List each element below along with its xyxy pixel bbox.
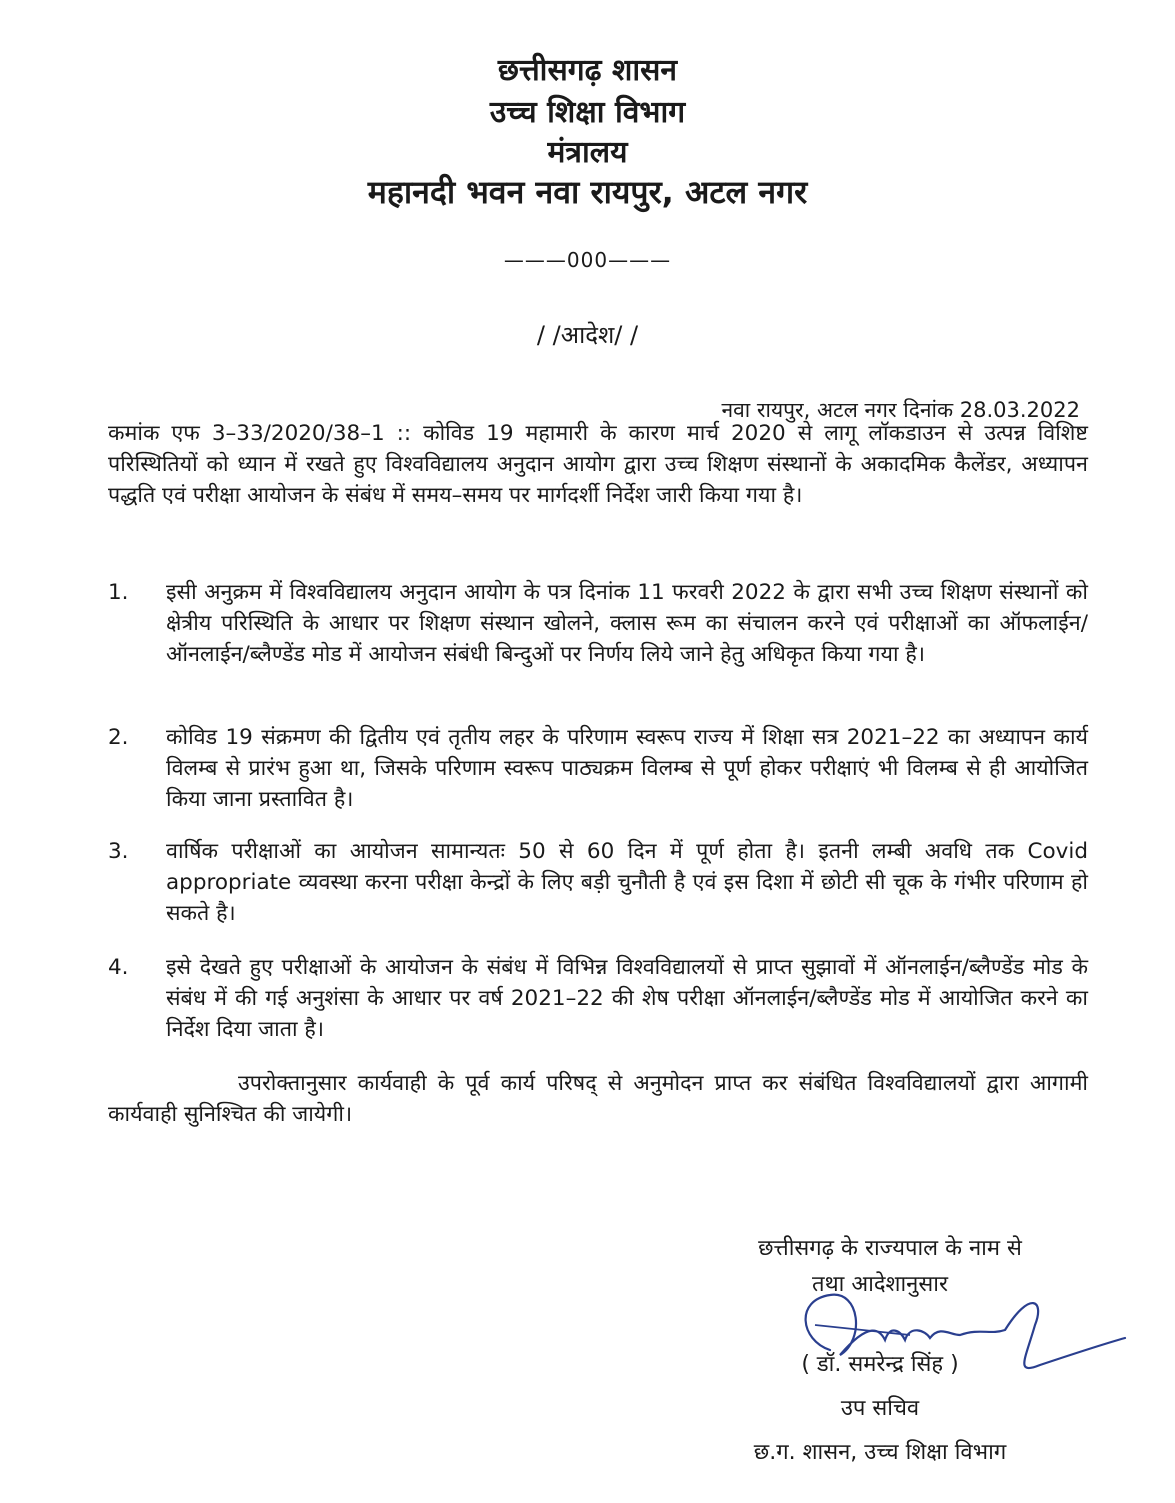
item-number: 2. [108, 725, 129, 750]
item-text: वार्षिक परीक्षाओं का आयोजन सामान्यतः 50 से 60 दिन में पूर्ण होता है। इतनी लम्बी अवधि तक Covid appropriate व्यवस्था करना परीक्षा केन्द्रों के लिए बड़ी चुनौती है एवं इस दिशा में छोटी सी चूक के गंभीर परिणाम हो सकते है। [166, 839, 1088, 926]
item-text: इसी अनुक्रम में विश्वविद्यालय अनुदान आयोग के पत्र दिनांक 11 फरवरी 2022 के द्वारा सभी उच्च शिक्षण संस्थानों को क्षेत्रीय परिस्थिति के आधार पर शिक्षण संस्थान खोलने, क्लास रूम का संचालन करने एवं परीक्षाओं का ऑफलाईन/ऑनलाईन/ब्लैण्डेंड मोड में आयोजन संबंधी बिन्दुओं पर निर्णय लिये जाने हेतु अधिकृत किया गया है। [166, 580, 1088, 667]
header-ministry: मंत्रालय [547, 135, 628, 170]
item-number: 4. [108, 955, 129, 980]
list-item [108, 577, 1088, 670]
item-number: 1. [108, 580, 129, 605]
header-government: छत्तीसगढ़ शासन [497, 53, 678, 88]
signatory-designation: उप सचिव [840, 1396, 920, 1421]
closing-paragraph: उपरोक्तानुसार कार्यवाही के पूर्व कार्य परिषद् से अनुमोदन प्राप्त कर संबंधित विश्वविद्यालयों द्वारा आगामी कार्यवाही सुनिश्चित की जायेगी। [108, 1071, 1088, 1127]
intro-paragraph: कमांक एफ 3–33/2020/38–1 :: कोविड 19 महामारी के कारण मार्च 2020 से लागू लॉकडाउन से उत्पन्न विशिष्ट परिस्थितियों को ध्यान में रखते हुए विश्वविद्यालय अनुदान आयोग द्वारा उच्च शिक्षण संस्थानों के अकादमिक कैलेंडर, अध्यापन पद्धति एवं परीक्षा आयोजन के संबंध में समय–समय पर मार्गदर्शी निर्देश जारी किया गया है। [108, 421, 1088, 508]
dateline: नवा रायपुर, अटल नगर दिनांक 28.03.2022 [721, 398, 1080, 422]
item-text: कोविड 19 संक्रमण की द्वितीय एवं तृतीय लहर के परिणाम स्वरूप राज्य में शिक्षा सत्र 2021–22 का अध्यापन कार्य विलम्ब से प्रारंभ हुआ था, जिसके परिणाम स्वरूप पाठ्यक्रम विलम्ब से पूर्ण होकर परीक्षाएं भी विलम्ब से ही आयोजित किया जाना प्रस्तावित है। [166, 725, 1088, 812]
item-number: 3. [108, 839, 129, 864]
list-item [108, 836, 1088, 929]
signature-authority-line: छत्तीसगढ़ के राज्यपाल के नाम से [758, 1236, 1022, 1261]
header-department: उच्च शिक्षा विभाग [489, 95, 686, 130]
list-item [108, 952, 1088, 1045]
signatory-department: छ.ग. शासन, उच्च शिक्षा विभाग [753, 1440, 1007, 1465]
signatory-name: ( डॉ. समरेन्द्र सिंह ) [801, 1352, 959, 1377]
signature-order-line: तथा आदेशानुसार [812, 1272, 948, 1297]
item-text: इसे देखते हुए परीक्षाओं के आयोजन के संबंध में विभिन्न विश्वविद्यालयों से प्राप्त सुझावों में ऑनलाईन/ब्लैण्डेंड मोड के संबंध में की गई अनुशंसा के आधार पर वर्ष 2021–22 की शेष परीक्षा ऑनलाईन/ब्लैण्डेंड मोड में आयोजित करने का निर्देश दिया जाता है। [166, 955, 1088, 1042]
separator: ———000——— [503, 248, 672, 272]
list-item [108, 722, 1088, 815]
header-address: महानदी भवन नवा रायपुर, अटल नगर [367, 173, 808, 211]
order-title: / /आदेश/ / [536, 321, 639, 349]
